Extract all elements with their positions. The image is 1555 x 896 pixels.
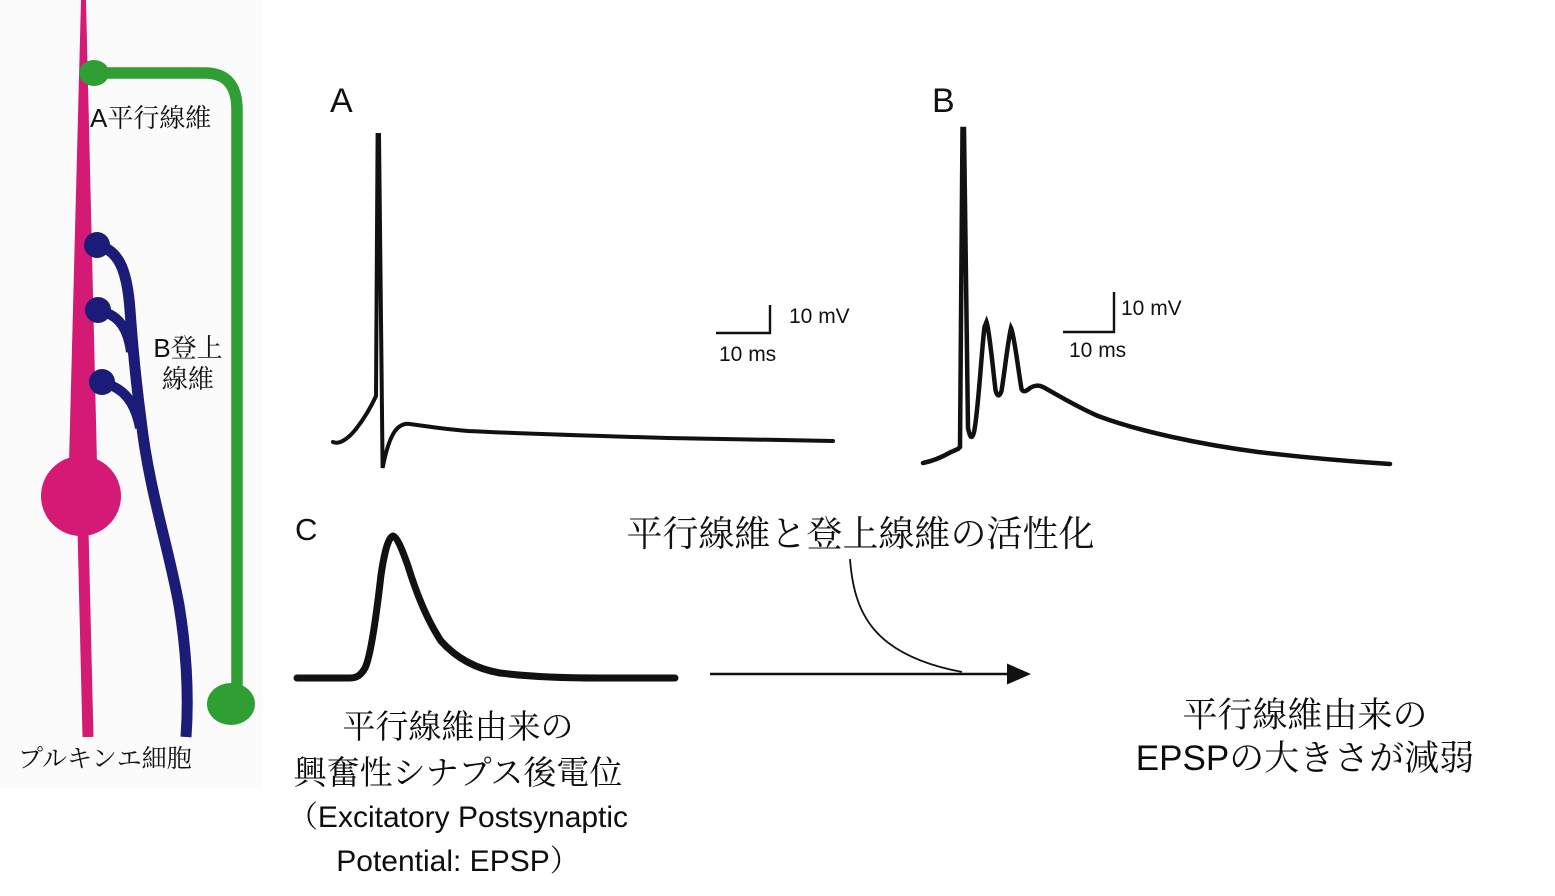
panel-a-scale-mv: 10 mV [789,305,850,328]
purkinje-cell-label: プルキンエ細胞 [18,745,192,773]
panel-a-label: A [330,82,353,120]
climbing-fiber-synapse-dot-3 [89,369,115,395]
panel-a-trace-path [333,135,833,468]
result-caption-line2: EPSPの大きさが減弱 [1135,739,1475,778]
panel-b-scalebar [1063,292,1114,332]
panel-a-trace [325,118,845,483]
panel-c-label: C [295,512,318,547]
climbing-fiber-label-line2: 線維 [161,364,214,394]
climbing-fiber-synapse-dot-1 [84,232,110,258]
panel-b-scale-mv: 10 mV [1121,297,1182,320]
parallel-fiber-label: A平行線維 [90,103,212,133]
result-caption [1095,694,1515,780]
epsp-caption-line3: （Excitatory Postsynaptic [287,801,629,834]
epsp-caption [258,704,658,884]
panel-a-scale-ms: 10 ms [719,343,777,366]
panel-b-label: B [932,82,955,120]
panel-b-scale-ms: 10 ms [1069,339,1127,362]
epsp-caption-line1: 平行線維由来の [342,708,574,745]
parallel-fiber-cell-body [207,683,255,725]
purkinje-axon [83,530,88,737]
climbing-fiber-synapse-dot-2 [85,297,111,323]
climbing-fiber-label [143,333,233,395]
result-caption-line1: 平行線維由来の [1182,696,1428,735]
climbing-fiber-label-line1: B登上 [153,333,223,363]
purkinje-soma [41,456,121,536]
epsp-caption-line4: Potential: EPSP） [336,845,580,878]
arrowhead-icon [1007,664,1031,685]
transition-arrow [700,548,1045,693]
panel-a-scalebar [716,305,770,333]
transition-label: 平行線維と登上線維の活性化 [626,513,1095,554]
parallel-fiber-bouton [79,60,109,86]
panel-c-trace-path [297,536,675,678]
callout-curve [850,559,962,672]
epsp-caption-line2: 興奮性シナプス後電位 [293,754,623,791]
